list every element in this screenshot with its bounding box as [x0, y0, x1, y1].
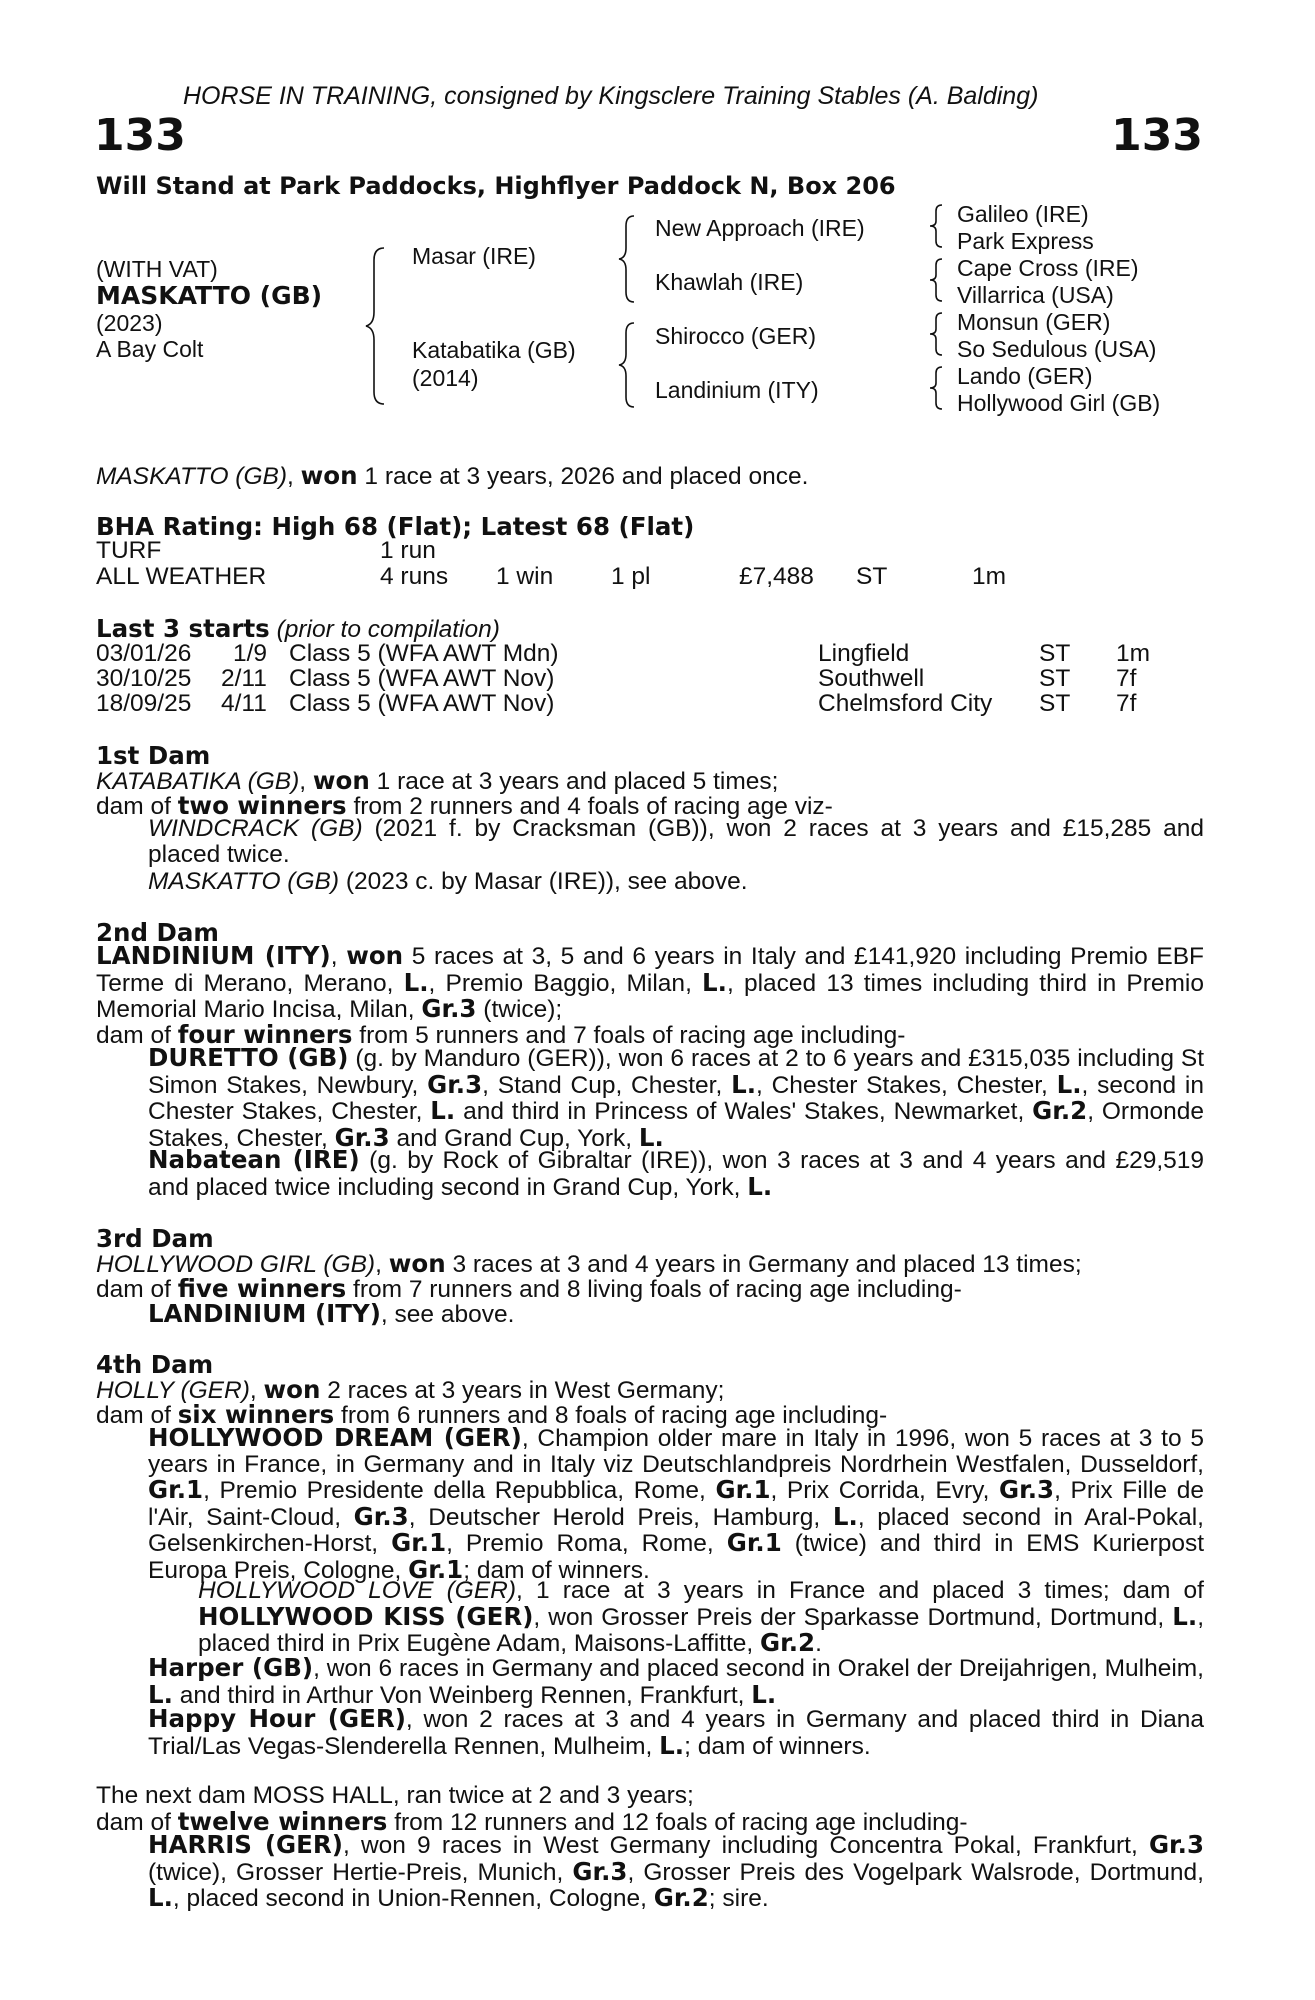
- vat-label: (WITH VAT): [96, 256, 218, 282]
- dam2-progeny-2-name: Nabatean (IRE): [148, 1145, 360, 1174]
- dam4-progeny-1: HOLLYWOOD DREAM (GER), Champion older mare in Italy in 1996, won 5 races at 3 to 5 years in France, in Germany and in Italy viz Deutschlandpreis Nordrhein Westfalen, Dusseldorf, Gr.1, Premio Presidente della Repubblica, Rome, Gr.1, Prix Corrida, Evry, Gr.3, Prix Fille de l'Air, Saint-Cloud, Gr.3, Deutscher Herold Preis, Hamburg, L., placed second in Aral-Pokal, Gelsenkirchen-Horst, Gr.1, Premio Roma, Rome, Gr.1 (twice) and third in EMS Kurierpost Europa Preis, Cologne, Gr.1; dam of winners.: [148, 1423, 1205, 1584]
- pedigree-dam-sire: Shirocco (GER): [655, 323, 817, 349]
- summary-name: MASKATTO (GB): [96, 463, 288, 490]
- dam1-progeny-1-name: WINDCRACK (GB): [148, 815, 363, 842]
- last-starts-title: Last 3 starts: [96, 614, 270, 643]
- rating-turf-row: [96, 537, 1196, 563]
- dam1-heading: 1st Dam: [96, 741, 211, 770]
- stabling-line: Will Stand at Park Paddocks, Highflyer Paddock N, Box 206: [96, 172, 896, 200]
- pedigree-g4-1: Galileo (IRE): [957, 201, 1089, 227]
- rating-aw-surface: ST: [856, 563, 888, 590]
- pedigree-g4-8: Hollywood Girl (GB): [957, 390, 1161, 416]
- pedigree-bracket-g4-2: [926, 257, 946, 303]
- dam3-heading: 3rd Dam: [96, 1224, 214, 1253]
- pedigree-bracket-g4-1: [926, 203, 946, 249]
- dam2-progeny-1: DURETTO (GB) (g. by Manduro (GER)), won 6 races at 2 to 6 years and £315,035 including St Simon Stakes, Newbury, Gr.3, Stand Cup, Chester, L., Chester Stakes, Chester, L., second in Chester Stakes, Chester, L. and third in Princess of Wales' Stakes, Newmarket, Gr.2, Ormonde Stakes, Chester, Gr.3 and Grand Cup, York, L.: [148, 1043, 1205, 1152]
- last-starts-note: (prior to compilation): [276, 616, 500, 643]
- start-row-2: 30/10/25 2/11 Class 5 (WFA AWT Nov) Southwell ST 7f: [96, 665, 1137, 692]
- dam3-progeny-1: LANDINIUM (ITY), see above.: [148, 1299, 515, 1328]
- dam2-heading: 2nd Dam: [96, 918, 219, 947]
- pedigree-g4-2: Park Express: [957, 228, 1094, 254]
- dam2-produce-line: dam of four winners from 5 runners and 7 foals of racing age including-: [96, 1020, 906, 1049]
- pedigree-dam-year: (2014): [412, 365, 479, 391]
- start-row-3: 18/09/25 4/11 Class 5 (WFA AWT Nov) Chelmsford City ST 7f: [96, 690, 1137, 717]
- dam4-heading: 4th Dam: [96, 1350, 214, 1379]
- dam3-produce-line: dam of five winners from 7 runners and 8 living foals of racing age including-: [96, 1274, 962, 1303]
- pedigree-bracket-main: [362, 246, 392, 406]
- rating-aw-placed: 1 pl: [611, 563, 651, 590]
- pedigree-sire-sire: New Approach (IRE): [655, 215, 865, 241]
- dam3-record: HOLLYWOOD GIRL (GB), won 3 races at 3 and 4 years in Germany and placed 13 times;: [96, 1249, 1082, 1278]
- dam1-record: KATABATIKA (GB), won 1 race at 3 years and placed 5 times;: [96, 766, 779, 795]
- dam1-progeny-2-name: MASKATTO (GB): [148, 868, 340, 895]
- lot-number-right: 133: [1111, 110, 1203, 161]
- rating-aw-row: [96, 563, 1196, 589]
- next-dam-record: The next dam MOSS HALL, ran twice at 2 and 3 years;: [96, 1782, 694, 1809]
- start-row-1: 03/01/26 1/9 Class 5 (WFA AWT Mdn) Lingfield ST 1m: [96, 640, 1151, 667]
- rating-aw-wins: 1 win: [496, 563, 554, 590]
- dam4-progeny-3-name: Happy Hour (GER): [148, 1704, 406, 1733]
- rating-aw-runs: 4 runs: [380, 563, 449, 590]
- pedigree-g4-3: Cape Cross (IRE): [957, 255, 1139, 281]
- consignment-line: HORSE IN TRAINING, consigned by Kingsclere Training Stables (A. Balding): [183, 82, 1039, 110]
- pedigree-bracket-g4-4: [926, 365, 946, 411]
- dam4-progeny-1-name: HOLLYWOOD DREAM (GER): [148, 1423, 522, 1452]
- pedigree-sire-dam: Khawlah (IRE): [655, 269, 804, 295]
- dam2-progeny-2: Nabatean (IRE) (g. by Rock of Gibraltar (IRE)), won 3 races at 3 and 4 years and £29,519 and placed twice including second in Grand Cup, York, L.: [148, 1145, 1205, 1201]
- dam4-progeny-1-sub: HOLLYWOOD LOVE (GER), 1 race at 3 years in France and placed 3 times; dam of HOLLYWOOD KISS (GER), won Grosser Preis der Sparkasse Dortmund, Dortmund, L., placed third in Prix Eugène Adam, Maisons-Laffitte, Gr.2.: [198, 1577, 1204, 1657]
- next-dam-produce-line: dam of twelve winners from 12 runners and 12 foals of racing age including-: [96, 1807, 968, 1836]
- dam1-progeny-2: MASKATTO (GB) (2023 c. by Masar (IRE)), see above.: [148, 868, 748, 895]
- pedigree-g4-7: Lando (GER): [957, 363, 1093, 389]
- lot-number-left: 133: [94, 110, 186, 161]
- next-dam-progeny-1: HARRIS (GER), won 9 races in West Germany including Concentra Pokal, Frankfurt, Gr.3 (twice), Grosser Hertie-Preis, Munich, Gr.3, Grosser Preis des Vogelpark Walsrode, Dortmund, L., placed second in Union-Rennen, Cologne, Gr.2; sire.: [148, 1830, 1204, 1912]
- dam4-sub-name: HOLLYWOOD LOVE (GER): [198, 1577, 517, 1604]
- pedigree-bracket-g4-3: [926, 311, 946, 357]
- dam4-record: HOLLY (GER), won 2 races at 3 years in West Germany;: [96, 1375, 725, 1404]
- dam2-name: LANDINIUM (ITY): [96, 941, 331, 970]
- pedigree-g4-5: Monsun (GER): [957, 309, 1111, 335]
- dam1-name: KATABATIKA (GB): [96, 768, 300, 795]
- dam4-produce-line: dam of six winners from 6 runners and 8 foals of racing age including-: [96, 1400, 888, 1429]
- dam4-progeny-2-name: Harper (GB): [148, 1653, 314, 1682]
- summary-won: won: [300, 461, 358, 490]
- dam1-progeny-1: WINDCRACK (GB) (2021 f. by Cracksman (GB)), won 2 races at 3 years and £15,285 and placed twice.: [148, 815, 1205, 868]
- rating-aw-distance: 1m: [972, 563, 1007, 590]
- dam1-produce-line: dam of two winners from 2 runners and 4 foals of racing age viz-: [96, 791, 833, 820]
- next-dam-progeny-1-name: HARRIS (GER): [148, 1830, 343, 1859]
- rating-aw-prize: £7,488: [739, 563, 814, 590]
- dam2-progeny-1-name: DURETTO (GB): [148, 1043, 349, 1072]
- pedigree-dam-dam: Landinium (ITY): [655, 377, 819, 403]
- rating-aw-label: ALL WEATHER: [96, 563, 267, 590]
- dam3-name: HOLLYWOOD GIRL (GB): [96, 1251, 376, 1278]
- race-summary: MASKATTO (GB), won 1 race at 3 years, 2026 and placed once.: [96, 461, 809, 490]
- dam4-progeny-2: Harper (GB), won 6 races in Germany and placed second in Orakel der Dreijahrigen, Mulheim, L. and third in Arthur Von Weinberg Rennen, Frankfurt, L.: [148, 1653, 1204, 1709]
- horse-name: MASKATTO (GB): [96, 281, 323, 310]
- dam4-name: HOLLY (GER): [96, 1377, 250, 1404]
- pedigree-g4-4: Villarrica (USA): [957, 282, 1114, 308]
- pedigree-g4-6: So Sedulous (USA): [957, 336, 1157, 362]
- pedigree-bracket-dam: [616, 321, 638, 409]
- pedigree-sire: Masar (IRE): [412, 243, 536, 269]
- rating-title: BHA Rating: High 68 (Flat); Latest 68 (Flat): [96, 512, 695, 541]
- rating-turf-runs: 1 run: [380, 537, 436, 564]
- dam4-progeny-3: Happy Hour (GER), won 2 races at 3 and 4 years in Germany and placed third in Diana Trial/Las Vegas-Slenderella Rennen, Mulheim, L.; dam of winners.: [148, 1704, 1204, 1760]
- horse-year: (2023): [96, 310, 163, 336]
- rating-turf-label: TURF: [96, 537, 162, 564]
- pedigree-bracket-sire: [616, 214, 638, 304]
- pedigree-dam: Katabatika (GB): [412, 337, 576, 363]
- dam2-record: LANDINIUM (ITY), won 5 races at 3, 5 and 6 years in Italy and £141,920 including Premio EBF Terme di Merano, Merano, L., Premio Baggio, Milan, L., placed 13 times including third in Premio Memorial Mario Incisa, Milan, Gr.3 (twice);: [96, 941, 1205, 1023]
- dam3-progeny-1-name: LANDINIUM (ITY): [148, 1299, 381, 1328]
- horse-description: A Bay Colt: [96, 336, 204, 362]
- summary-text: 1 race at 3 years, 2026 and placed once.: [364, 463, 809, 490]
